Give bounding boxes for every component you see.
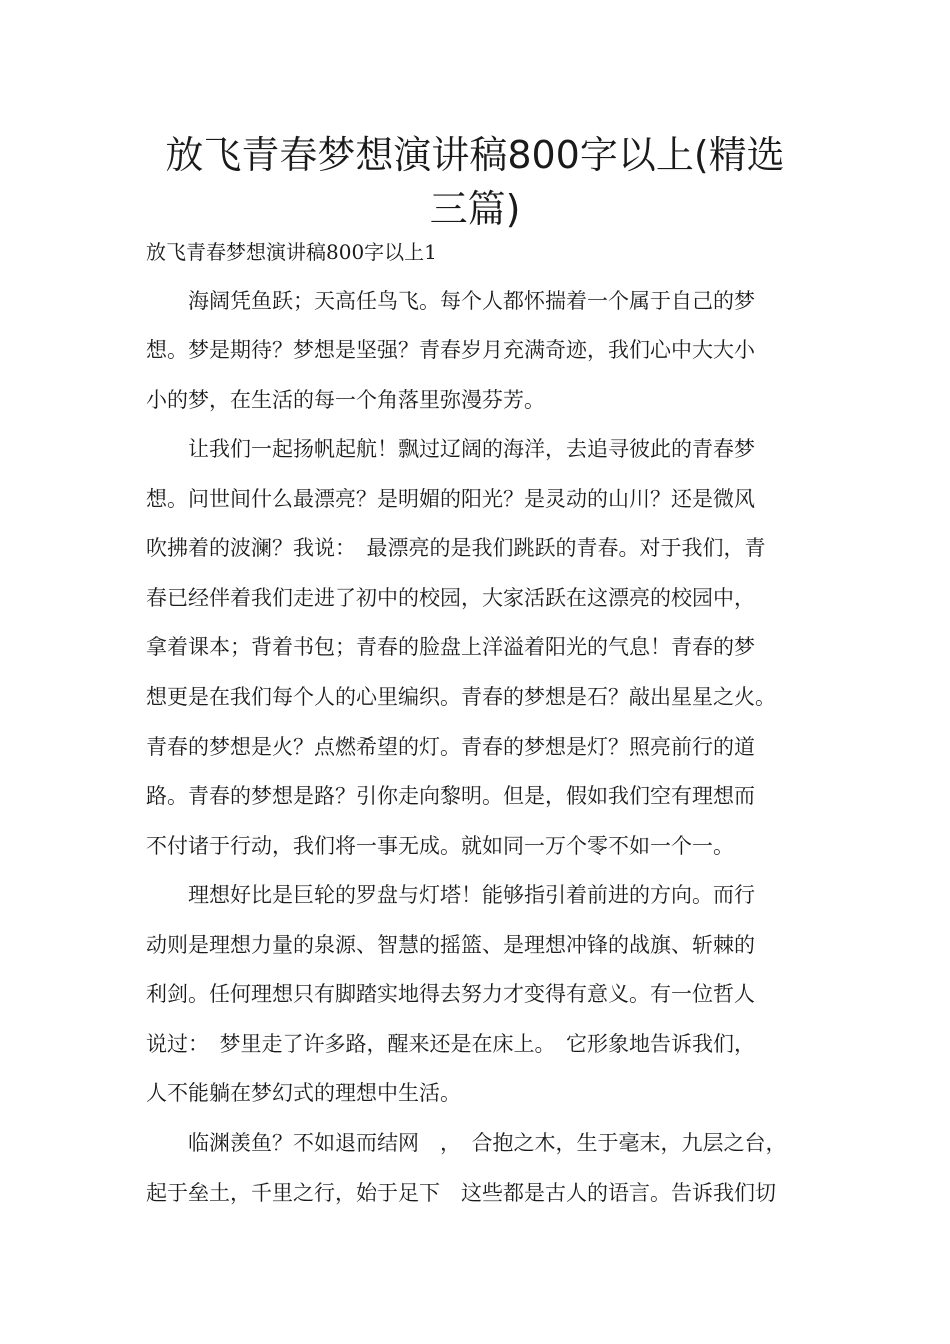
body-line: 人不能躺在梦幻式的理想中生活。: [146, 1081, 461, 1105]
body-line: 想。梦是期待？梦想是坚强？青春岁月充满奇迹，我们心中大大小: [146, 338, 755, 362]
body-line: 拿着课本；背着书包；青春的脸盘上洋溢着阳光的气息！青春的梦: [146, 635, 755, 659]
body-line: 路。青春的梦想是路？引你走向黎明。但是，假如我们空有理想而: [146, 784, 755, 808]
body-line: 不付诸于行动，我们将一事无成。就如同一万个零不如一个一。: [146, 834, 734, 858]
section-heading: 放飞青春梦想演讲稿800字以上1: [146, 240, 437, 264]
title-line-2: 三篇): [429, 187, 521, 231]
body-line: 理想好比是巨轮的罗盘与灯塔！能够指引着前进的方向。而行: [146, 883, 755, 907]
body-line: 想。问世间什么最漂亮？是明媚的阳光？是灵动的山川？还是微风: [146, 487, 755, 511]
body-line: 让我们一起扬帆起航！飘过辽阔的海洋，去追寻彼此的青春梦: [146, 437, 755, 461]
body-line: 起于垒土，千里之行，始于足下 这些都是古人的语言。告诉我们切: [146, 1181, 776, 1205]
body-line: 动则是理想力量的泉源、智慧的摇篮、是理想冲锋的战旗、斩棘的: [146, 933, 755, 957]
body-line: 小的梦，在生活的每一个角落里弥漫芬芳。: [146, 388, 545, 412]
body-line: 吹拂着的波澜？我说： 最漂亮的是我们跳跃的青春。对于我们，青: [146, 536, 766, 560]
body-line: 说过： 梦里走了许多路，醒来还是在床上。 它形象地告诉我们，: [146, 1032, 755, 1056]
body-line: 春已经伴着我们走进了初中的校园，大家活跃在这漂亮的校园中，: [146, 586, 755, 610]
title-line-1: 放飞青春梦想演讲稿800字以上(精选: [165, 133, 785, 177]
body-line: 临渊羡鱼？不如退而结网 ， 合抱之木，生于毫末，九层之台，: [146, 1131, 787, 1155]
body-line: 海阔凭鱼跃；天高任鸟飞。每个人都怀揣着一个属于自己的梦: [146, 289, 755, 313]
body-line: 青春的梦想是火？点燃希望的灯。青春的梦想是灯？照亮前行的道: [146, 735, 755, 759]
body-line: 利剑。任何理想只有脚踏实地得去努力才变得有意义。有一位哲人: [146, 982, 755, 1006]
document-title: [140, 128, 810, 236]
body-line: 想更是在我们每个人的心里编织。青春的梦想是石？敲出星星之火。: [146, 685, 776, 709]
